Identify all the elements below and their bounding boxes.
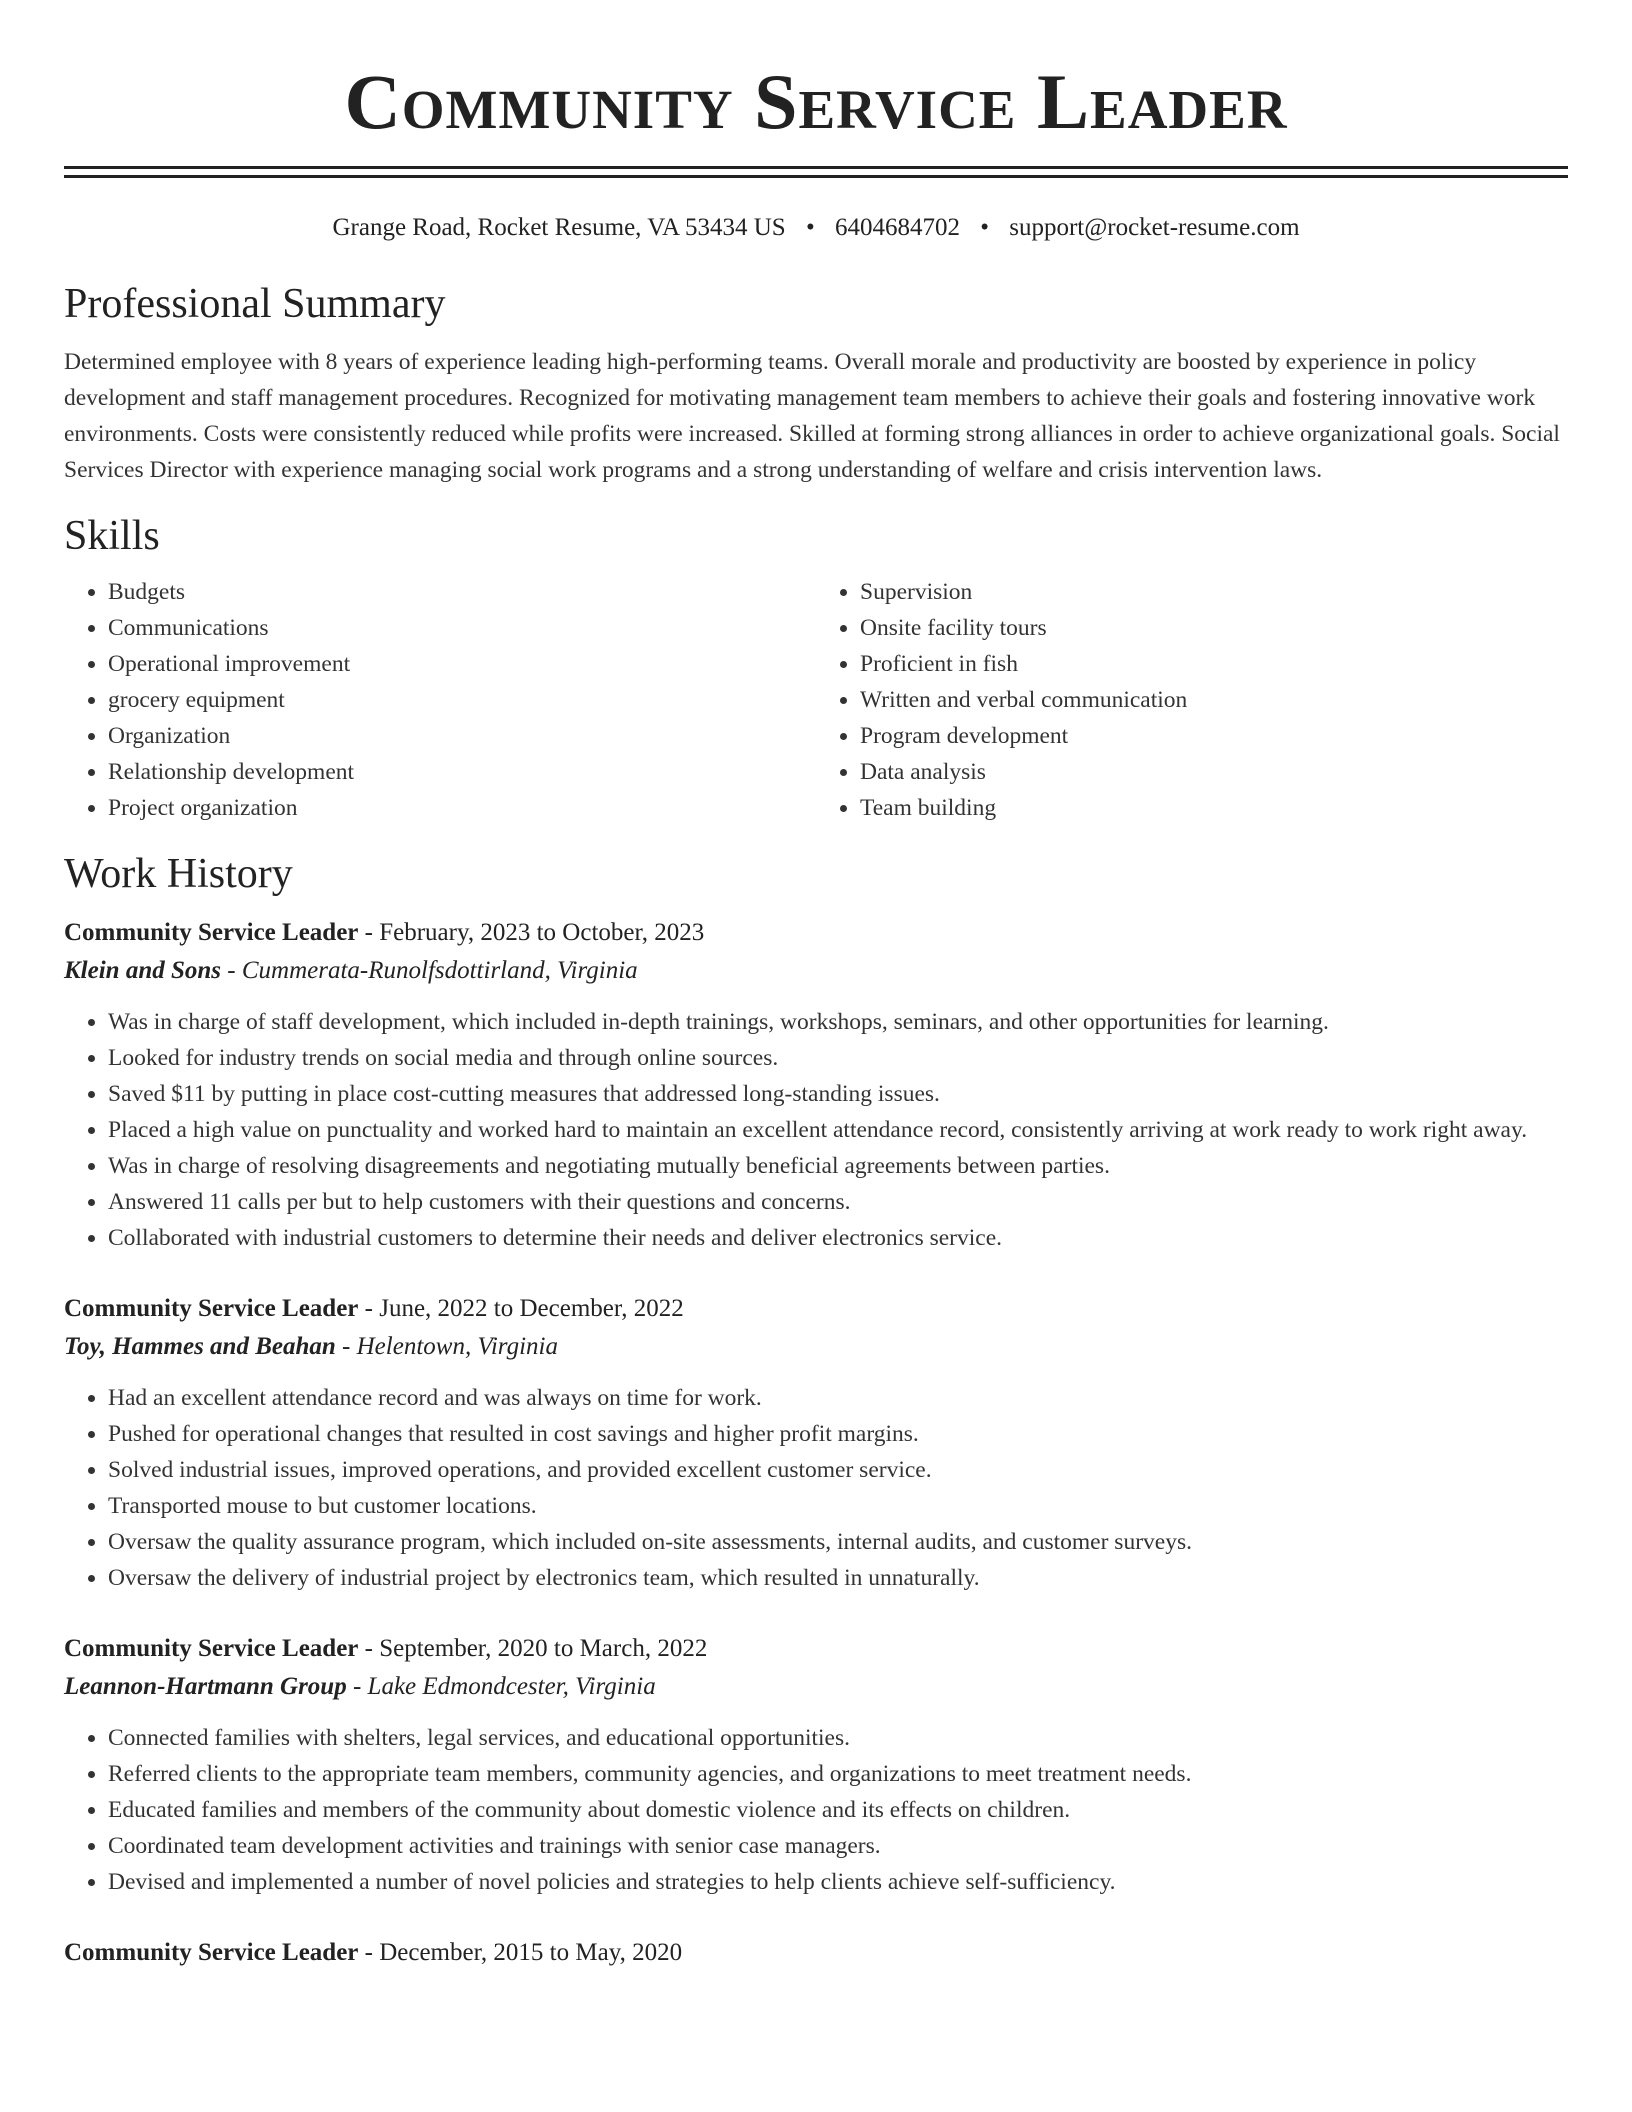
job-bullet: • Was in charge of staff development, which included in-depth trainings, workshops, seminars, and other opportunities for learning. — [108, 1004, 1568, 1040]
skills-list-right — [816, 574, 1568, 826]
skill-item: • Supervision — [860, 574, 1568, 610]
header-rule-bottom — [64, 175, 1568, 178]
job-location: Lake Edmondcester, Virginia — [367, 1673, 656, 1700]
skill-item: • Data analysis — [860, 754, 1568, 790]
job-dash: - — [358, 919, 380, 946]
job-bullet: • Devised and implemented a number of novel policies and strategies to help clients achieve self-sufficiency. — [108, 1864, 1568, 1900]
contact-phone: 6404684702 — [834, 214, 960, 241]
job-dates: June, 2022 to December, 2022 — [379, 1295, 684, 1322]
job-dates: September, 2020 to March, 2022 — [379, 1635, 708, 1662]
contact-separator: • — [805, 214, 815, 241]
header-rule-top — [64, 166, 1568, 169]
job-bullet-list — [64, 1004, 1568, 1256]
contact-email: support@rocket-resume.com — [1009, 214, 1300, 241]
job-bullet: • Saved $11 by putting in place cost-cutting measures that addressed long-standing issues. — [108, 1076, 1568, 1112]
skills-grid — [64, 574, 1568, 826]
job-company: Leannon-Hartmann Group — [64, 1673, 347, 1700]
job-title-line — [64, 914, 1568, 952]
job-title: Community Service Leader — [64, 1295, 359, 1322]
skill-item: • Proficient in fish — [860, 646, 1568, 682]
job-company: Toy, Hammes and Beahan — [64, 1333, 336, 1360]
skill-item: • grocery equipment — [108, 682, 816, 718]
section-heading-work-history: Work History — [64, 851, 293, 897]
job-title-line — [64, 1934, 1568, 1972]
skill-item: • Program development — [860, 718, 1568, 754]
job-bullet: • Collaborated with industrial customers to determine their needs and deliver electronics service. — [108, 1220, 1568, 1256]
job-bullet-list — [64, 1380, 1568, 1596]
job-bullet: • Was in charge of resolving disagreements and negotiating mutually beneficial agreements between parties. — [108, 1148, 1568, 1184]
job-company-line — [64, 1328, 1568, 1366]
job-entry — [64, 1630, 1568, 1900]
job-dash: - — [346, 1673, 368, 1700]
skill-item: • Communications — [108, 610, 816, 646]
skill-item: • Project organization — [108, 790, 816, 826]
job-entry — [64, 1290, 1568, 1596]
contact-address: Grange Road, Rocket Resume, VA 53434 US — [332, 214, 786, 241]
skill-item: • Budgets — [108, 574, 816, 610]
job-company-line — [64, 1668, 1568, 1706]
skill-item: • Operational improvement — [108, 646, 816, 682]
job-bullet: • Coordinated team development activities and trainings with senior case managers. — [108, 1828, 1568, 1864]
section-heading-skills: Skills — [64, 513, 160, 559]
job-bullet: • Had an excellent attendance record and was always on time for work. — [108, 1380, 1568, 1416]
job-dates: February, 2023 to October, 2023 — [379, 919, 705, 946]
job-dash: - — [335, 1333, 357, 1360]
job-bullet-list — [64, 1720, 1568, 1900]
job-title: Community Service Leader — [64, 919, 359, 946]
job-bullet: • Referred clients to the appropriate team members, community agencies, and organizations to meet treatment needs. — [108, 1756, 1568, 1792]
section-heading-summary: Professional Summary — [64, 281, 446, 327]
resume-page — [64, 0, 1568, 1972]
resume-name-title: Community Service Leader — [344, 58, 1288, 145]
job-bullet: • Oversaw the quality assurance program, which included on-site assessments, internal audits, and customer surveys. — [108, 1524, 1568, 1560]
job-dash: - — [358, 1635, 380, 1662]
job-dash: - — [221, 957, 242, 984]
job-title-line — [64, 1290, 1568, 1328]
skill-item: • Written and verbal communication — [860, 682, 1568, 718]
job-title: Community Service Leader — [64, 1939, 359, 1966]
job-bullet: • Oversaw the delivery of industrial project by electronics team, which resulted in unnaturally. — [108, 1560, 1568, 1596]
job-bullet: • Looked for industry trends on social media and through online sources. — [108, 1040, 1568, 1076]
job-location: Helentown, Virginia — [356, 1333, 558, 1360]
skill-item: • Team building — [860, 790, 1568, 826]
skill-item: • Onsite facility tours — [860, 610, 1568, 646]
job-title: Community Service Leader — [64, 1635, 359, 1662]
job-entry — [64, 1934, 1568, 1972]
job-bullet: • Educated families and members of the community about domestic violence and its effects on children. — [108, 1792, 1568, 1828]
job-bullet: • Connected families with shelters, legal services, and educational opportunities. — [108, 1720, 1568, 1756]
skills-list-left — [64, 574, 816, 826]
skill-item: • Relationship development — [108, 754, 816, 790]
job-dash: - — [358, 1295, 380, 1322]
job-bullet: • Solved industrial issues, improved operations, and provided excellent customer service. — [108, 1452, 1568, 1488]
job-company-line — [64, 952, 1568, 990]
job-location: Cummerata-Runolfsdottirland, Virginia — [241, 957, 638, 984]
contact-line — [64, 212, 1568, 244]
job-bullet: • Pushed for operational changes that resulted in cost savings and higher profit margins. — [108, 1416, 1568, 1452]
job-entry — [64, 914, 1568, 1256]
job-title-line — [64, 1630, 1568, 1668]
job-bullet: • Placed a high value on punctuality and worked hard to maintain an excellent attendance record, consistently arriving at work ready to work right away. — [108, 1112, 1568, 1148]
job-dates: December, 2015 to May, 2020 — [379, 1939, 683, 1966]
summary-paragraph: Determined employee with 8 years of experience leading high-performing teams. Overall morale and productivity are boosted by experience in policy development and staff management procedures. Recognized for motivating management team members to achieve their goals and fostering innovative work environments. Costs were consistently reduced while profits were increased. Skilled at forming strong alliances in order to achieve organizational goals. Social Services Director with experience managing social work programs and a strong understanding of welfare and crisis intervention laws. — [64, 349, 1560, 483]
skill-item: • Organization — [108, 718, 816, 754]
job-bullet: • Transported mouse to but customer locations. — [108, 1488, 1568, 1524]
contact-separator: • — [980, 214, 989, 241]
job-dash: - — [358, 1939, 380, 1966]
job-bullet: • Answered 11 calls per but to help customers with their questions and concerns. — [108, 1184, 1568, 1220]
job-company: Klein and Sons — [64, 957, 222, 984]
